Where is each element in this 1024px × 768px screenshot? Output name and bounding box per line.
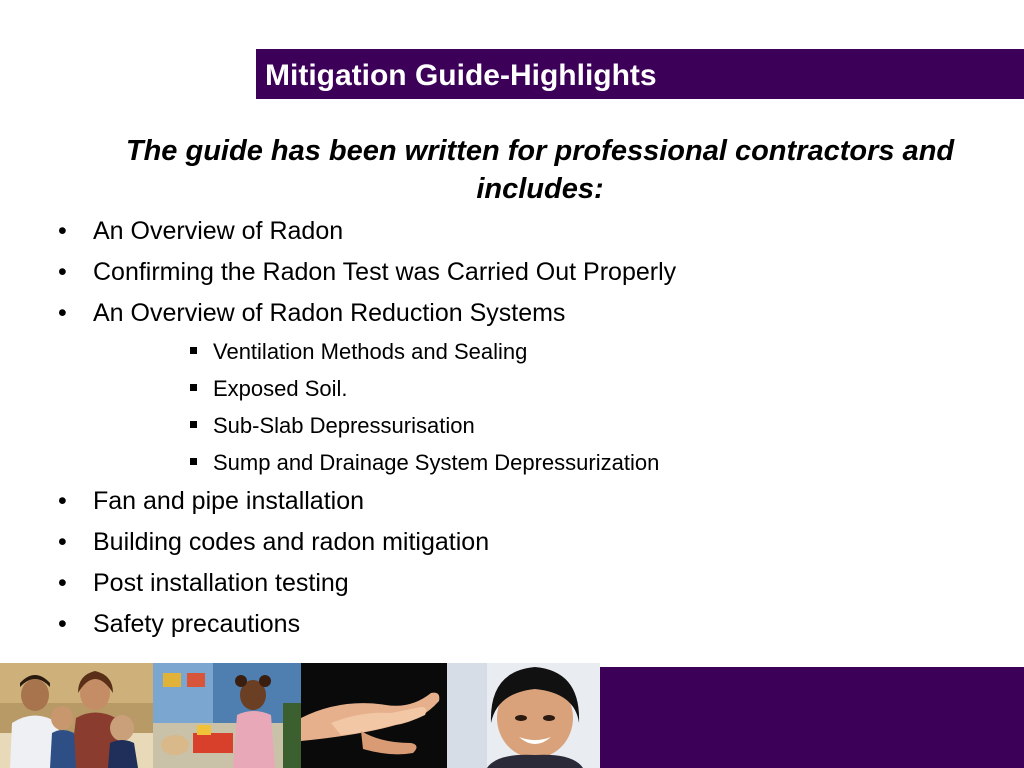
bullet-text: Post installation testing [93, 569, 349, 597]
bullet-dot-icon: • [58, 258, 67, 286]
bullet-dot-icon: • [58, 528, 67, 556]
bullet-dot-icon: • [58, 487, 67, 515]
bullet-item [58, 568, 349, 598]
hands-photo [301, 663, 447, 768]
bullet-dot-icon: • [58, 217, 67, 245]
slide-title: Mitigation Guide-Highlights [265, 59, 657, 92]
bullet-text: An Overview of Radon Reduction Systems [93, 299, 566, 327]
bullet-dot-icon: • [58, 299, 67, 327]
bullet-text: Safety precautions [93, 610, 301, 638]
bullet-text: Building codes and radon mitigation [93, 528, 490, 556]
square-bullet-icon [190, 384, 197, 391]
intro-line-2: includes: [476, 173, 604, 205]
bullet-item [58, 486, 364, 516]
bullet-item [58, 609, 300, 639]
child-playing-photo [153, 663, 301, 768]
sub-bullet-text: Sub-Slab Depressurisation [213, 413, 475, 438]
child-portrait-photo [447, 663, 600, 768]
square-bullet-icon [190, 458, 197, 465]
sub-bullet-item [190, 450, 659, 476]
bullet-dot-icon: • [58, 610, 67, 638]
sub-bullet-text: Ventilation Methods and Sealing [213, 339, 528, 364]
sub-bullet-item [190, 339, 527, 365]
bullet-item [58, 216, 343, 246]
bullet-item [58, 527, 489, 557]
bullet-item [58, 257, 676, 287]
intro-line-1: The guide has been written for professional contractors and [125, 135, 955, 167]
bullet-dot-icon: • [58, 569, 67, 597]
sub-bullet-item [190, 413, 475, 439]
bullet-item [58, 298, 565, 328]
bullet-text: Confirming the Radon Test was Carried Out Properly [93, 258, 677, 286]
square-bullet-icon [190, 347, 197, 354]
bullet-text: Fan and pipe installation [93, 487, 365, 515]
bullet-text: An Overview of Radon [93, 217, 344, 245]
sub-bullet-item [190, 376, 348, 402]
square-bullet-icon [190, 421, 197, 428]
footer-bar [600, 667, 1024, 768]
family-photo [0, 663, 153, 768]
sub-bullet-text: Exposed Soil. [213, 376, 348, 401]
sub-bullet-text: Sump and Drainage System Depressurization [213, 450, 660, 475]
